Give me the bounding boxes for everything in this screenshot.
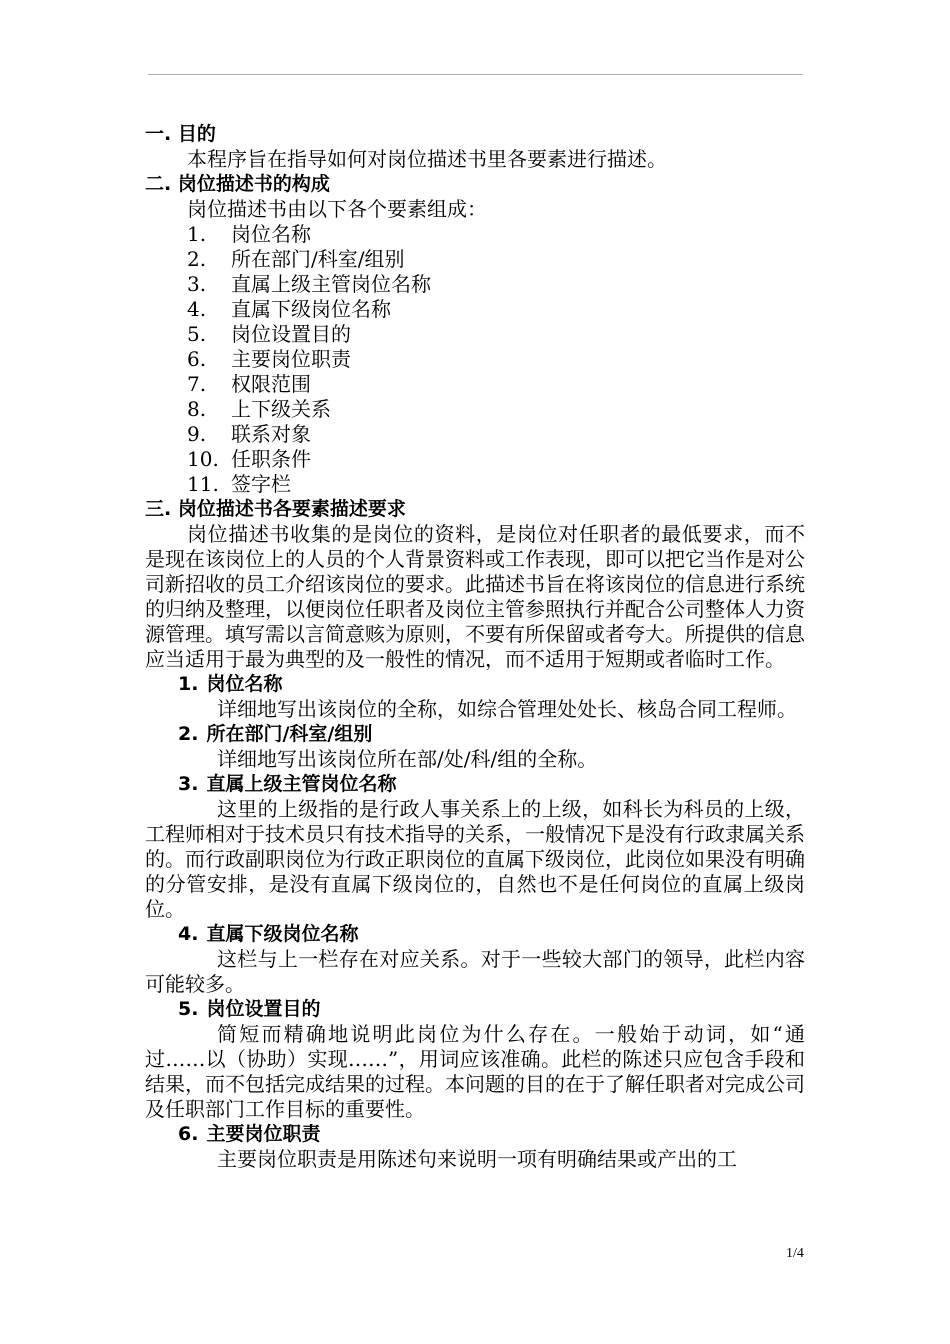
list-item: 3. 直属上级主管岗位名称 bbox=[187, 272, 431, 296]
section-1-heading: 一. 目的 bbox=[145, 123, 216, 145]
list-item: 8. 上下级关系 bbox=[187, 397, 331, 421]
subsection-text: 主要岗位职责是用陈述句来说明一项有明确结果或产出的工 bbox=[217, 1147, 737, 1171]
subsection-heading: 4. 直属下级岗位名称 bbox=[178, 923, 359, 945]
section-1-text: 本程序旨在指导如何对岗位描述书里各要素进行描述。 bbox=[187, 147, 667, 171]
section-3-heading: 三. 岗位描述书各要素描述要求 bbox=[145, 498, 406, 520]
subsection-text: 详细地写出该岗位的全称，如综合管理处处长、核岛合同工程师。 bbox=[217, 697, 797, 721]
page-number: 1/4 bbox=[786, 1246, 804, 1261]
subsection-heading: 2. 所在部门/科室/组别 bbox=[178, 723, 373, 745]
subsection-text: 这栏与上一栏存在对应关系。对于一些较大部门的领导，此栏内容可能较多。 bbox=[145, 947, 805, 996]
subsection-heading: 6. 主要岗位职责 bbox=[178, 1123, 321, 1145]
subsection-text: 简短而精确地说明此岗位为什么存在。一般始于动词，如“通过……以（协助）实现……”，用词应该准确。此栏的陈述只应包含手段和结果，而不包括完成结果的过程。本问题的目的在于了解任职者对完成公司及任职部门工作目标的重要性。 bbox=[145, 1022, 805, 1121]
list-item: 1. 岗位名称 bbox=[187, 222, 311, 246]
header-rule bbox=[148, 74, 803, 75]
subsection-text: 这里的上级指的是行政人事关系上的上级，如科长为科员的上级，工程师相对于技术员只有技术指导的关系，一般情况下是没有行政隶属关系的。而行政副职岗位为行政正职岗位的直属下级岗位，此岗位如果没有明确的分管安排，是没有直属下级岗位的，自然也不是任何岗位的直属上级岗位。 bbox=[145, 797, 805, 921]
list-item: 4. 直属下级岗位名称 bbox=[187, 297, 391, 321]
list-item: 10. 任职条件 bbox=[187, 447, 311, 471]
subsection-heading: 1. 岗位名称 bbox=[178, 673, 283, 695]
element-list bbox=[145, 222, 805, 497]
subsection-heading: 5. 岗位设置目的 bbox=[178, 998, 321, 1020]
list-item: 9. 联系对象 bbox=[187, 422, 311, 446]
list-item: 6. 主要岗位职责 bbox=[187, 347, 351, 371]
document-body bbox=[145, 122, 805, 1172]
subsection-text: 详细地写出该岗位所在部/处/科/组的全称。 bbox=[217, 747, 598, 771]
list-item: 2. 所在部门/科室/组别 bbox=[187, 247, 405, 271]
list-item: 11. 签字栏 bbox=[187, 472, 291, 496]
section-2-heading: 二. 岗位描述书的构成 bbox=[145, 173, 330, 195]
list-item: 7. 权限范围 bbox=[187, 372, 311, 396]
section-2-intro: 岗位描述书由以下各个要素组成： bbox=[187, 197, 487, 221]
list-item: 5. 岗位设置目的 bbox=[187, 322, 351, 346]
section-3-text: 岗位描述书收集的是岗位的资料，是岗位对任职者的最低要求，而不是现在该岗位上的人员的个人背景资料或工作表现，即可以把它当作是对公司新招收的员工介绍该岗位的要求。此描述书旨在将该岗位的信息进行系统的归纳及整理，以便岗位任职者及岗位主管参照执行并配合公司整体人力资源管理。填写需以言简意赅为原则，不要有所保留或者夸大。所提供的信息应当适用于最为典型的及一般性的情况，而不适用于短期或者临时工作。 bbox=[145, 522, 805, 671]
subsection-heading: 3. 直属上级主管岗位名称 bbox=[178, 773, 397, 795]
